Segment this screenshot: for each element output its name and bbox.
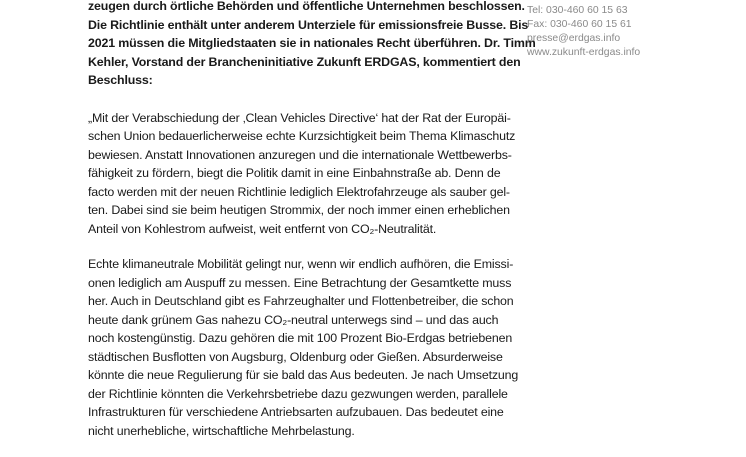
mobility-line: städtischen Busflotten von Augsburg, Oldenburg oder Gießen. Absurderweise (88, 349, 503, 364)
mobility-line: Echte klimaneutrale Mobilität gelingt nur, wenn wir endlich aufhören, die Emissi- (88, 257, 514, 271)
lead-line: Die Richtlinie enthält unter anderem Unterziele für emissionsfreie Busse. Bis (88, 17, 529, 32)
quote-line: Anteil von Kohlestrom aufweist, weit entfernt von CO₂-Neutralität. (88, 221, 437, 236)
lead-line: Kehler, Vorstand der Brancheninitiative Zukunft ERDGAS, kommentiert den (88, 54, 521, 69)
mobility-line: heute dank grünem Gas nahezu CO₂-neutral unterwegs sind – und das auch (88, 312, 499, 327)
lead-line: zeugen durch örtliche Behörden und öffentliche Unternehmen beschlossen. (88, 0, 525, 13)
mobility-line: noch kostengünstig. Dazu gehören die mit 100 Prozent Bio-Erdgas betriebenen (88, 331, 513, 345)
mobility-paragraph (88, 255, 528, 440)
mobility-line: her. Auch in Deutschland gibt es Fahrzeughalter und Flottenbetreiber, die schon (88, 294, 514, 308)
contact-phone: Tel: 030-460 60 15 63 (527, 5, 628, 16)
press-release-body (88, 0, 536, 457)
mobility-line: der Richtlinie könnten die Verkehrsbetriebe dazu gezwungen werden, parallele (88, 386, 508, 401)
quote-line: ten. Dabei sind sie beim heutigen Strommix, der noch immer einen erheblichen (88, 203, 510, 217)
quote-line: bewiesen. Anstatt Innovationen anzuregen und die internationale Wettbewerbs- (88, 147, 512, 162)
lead-line: 2021 müssen die Mitgliedstaaten sie in nationales Recht überführen. Dr. Timm (88, 36, 536, 50)
mobility-line: Infrastrukturen für verschiedene Antriebsarten aufzubauen. Das bedeutet eine (88, 405, 504, 419)
mobility-line: nicht unerhebliche, wirtschaftliche Mehrbelastung. (88, 423, 355, 438)
quote-line: fähigkeit zu fördern, biegt die Politik damit in eine Einbahnstraße ab. Denn de (88, 166, 501, 180)
contact-website-link[interactable]: www.zukunft-erdgas.info (527, 47, 641, 58)
quote-line: „Mit der Verabschiedung der ‚Clean Vehicles Directive‘ hat der Rat der Europäi- (88, 110, 511, 125)
contact-email-link[interactable]: presse@erdgas.info (527, 33, 621, 44)
mobility-line: könnte die neue Regulierung für sie bald das Aus bedeuten. Je nach Umsetzung (88, 368, 519, 382)
quote-line: schen Union bedauerlicherweise echte Kurzsichtigkeit beim Thema Klimaschutz (88, 129, 516, 143)
contact-sidebar (527, 4, 737, 60)
mobility-line: onen lediglich am Auspuff zu messen. Eine Betrachtung der Gesamtkette muss (88, 275, 512, 290)
contact-fax: Fax: 030-460 60 15 61 (527, 19, 632, 30)
quote-line: facto werden mit der neuen Richtlinie lediglich Elektrofahrzeuge als sauber gel- (88, 184, 510, 199)
lead-line: Beschluss: (88, 73, 153, 87)
quote-paragraph (88, 109, 528, 239)
lead-paragraph (88, 0, 536, 90)
